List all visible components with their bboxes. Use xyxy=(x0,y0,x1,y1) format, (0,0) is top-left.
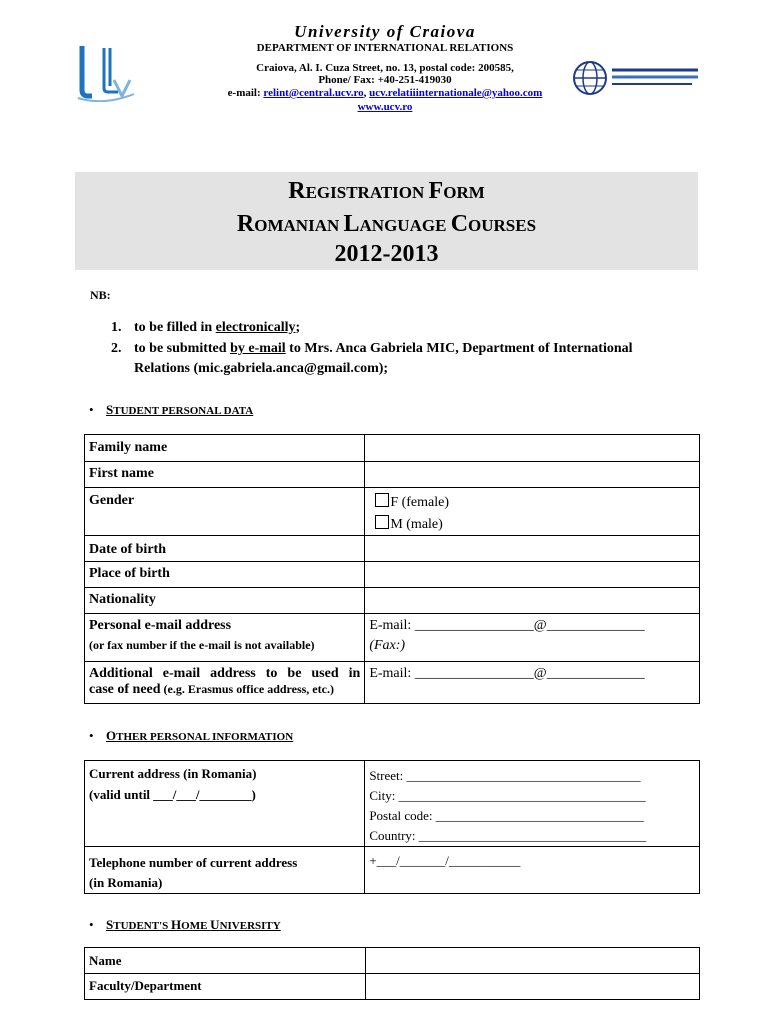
faculty-department-field[interactable] xyxy=(365,974,699,1000)
additional-email-field[interactable] xyxy=(365,662,700,704)
faculty-department-label: Faculty/Department xyxy=(85,974,366,1000)
country-field[interactable]: Country: ___________________________________ xyxy=(369,828,647,843)
gender-field xyxy=(365,488,700,536)
instruction-2-number: 2. xyxy=(111,341,122,356)
first-name-label: First name xyxy=(85,462,365,488)
fax-value: (Fax:) xyxy=(369,638,406,653)
personal-email-cell xyxy=(85,614,365,662)
form-title: REGISTRATION FORM xyxy=(288,178,485,204)
section-bullet: • xyxy=(89,402,94,417)
form-subtitle: ROMANIAN LANGUAGE COURSES xyxy=(236,211,537,237)
additional-email-note: (e.g. Erasmus office address, etc.) xyxy=(160,682,334,696)
additional-email-cell xyxy=(85,662,365,704)
additional-email-label-2: case of need xyxy=(89,682,161,697)
instruction-1-number: 1. xyxy=(111,320,122,335)
gender-label: Gender xyxy=(85,488,365,536)
section-other-personal-information: OTHER PERSONAL INFORMATION xyxy=(106,728,294,743)
instruction-2: to be submitted by e-mail to Mrs. Anca Gabriela MIC, Department of International xyxy=(134,341,633,356)
female-checkbox[interactable] xyxy=(375,493,389,507)
home-university-name-label: Name xyxy=(85,948,366,974)
street-field[interactable]: Street: ____________________________________ xyxy=(369,768,641,783)
form-year: 2012-2013 xyxy=(334,241,439,267)
postal-code-field[interactable]: Postal code: ________________________________ xyxy=(369,808,644,823)
current-address-label: Current address (in Romania) xyxy=(89,766,257,781)
nationality-field[interactable] xyxy=(365,588,700,614)
personal-email-note: (or fax number if the e-mail is not available) xyxy=(89,638,315,652)
section-students-home-university: STUDENT'S HOME UNIVERSITY xyxy=(106,917,281,932)
male-checkbox[interactable] xyxy=(375,515,389,529)
place-of-birth-label: Place of birth xyxy=(85,562,365,588)
telephone-field[interactable]: +___/_______/___________ xyxy=(365,847,700,894)
telephone-cell xyxy=(85,847,365,894)
family-name-field[interactable] xyxy=(365,435,700,462)
valid-until-label: (valid until ___/___/________) xyxy=(89,787,256,802)
international-relations-logo xyxy=(572,58,702,98)
current-address-cell xyxy=(85,761,365,847)
section-bullet-2: • xyxy=(89,728,94,743)
email-separator: , xyxy=(363,87,370,99)
department-address: Craiova, Al. I. Cuza Street, no. 13, postal code: 200585, xyxy=(256,62,514,74)
gender-female-option[interactable]: F (female) xyxy=(375,493,695,511)
email-link-yahoo[interactable]: ucv.relatiiinternationale@yahoo.com xyxy=(369,87,543,99)
place-of-birth-field[interactable] xyxy=(365,562,700,588)
date-of-birth-field[interactable] xyxy=(365,536,700,562)
instruction-1: to be filled in electronically; xyxy=(134,320,301,335)
nb-label: NB: xyxy=(90,288,111,302)
personal-email-field[interactable] xyxy=(365,614,700,662)
nationality-label: Nationality xyxy=(85,588,365,614)
city-field[interactable]: City: ______________________________________ xyxy=(369,788,646,803)
date-of-birth-label: Date of birth xyxy=(85,536,365,562)
home-university-table xyxy=(84,947,700,1000)
current-address-field[interactable] xyxy=(365,761,700,847)
personal-data-table xyxy=(84,434,700,704)
telephone-label-2: (in Romania) xyxy=(89,875,163,890)
additional-email-label: Additional e-mail address to be used in xyxy=(89,666,361,681)
home-university-name-field[interactable] xyxy=(365,948,699,974)
email-value: E-mail: _________________@______________ xyxy=(369,618,645,633)
section-bullet-3: • xyxy=(89,917,94,932)
family-name-label: Family name xyxy=(85,435,365,462)
instruction-2-line2: Relations (mic.gabriela.anca@gmail.com); xyxy=(134,361,389,376)
email-link-central[interactable]: relint@central.ucv.ro xyxy=(263,87,364,99)
gender-male-option[interactable]: M (male) xyxy=(375,515,695,533)
website-link[interactable]: www.ucv.ro xyxy=(357,101,413,113)
department-phone: Phone/ Fax: +40-251-419030 xyxy=(318,74,452,86)
section-student-personal-data: STUDENT PERSONAL DATA xyxy=(106,402,254,417)
email-prefix: e-mail: xyxy=(227,87,264,99)
department-name: DEPARTMENT OF INTERNATIONAL RELATIONS xyxy=(256,42,514,54)
personal-email-label: Personal e-mail address xyxy=(89,618,232,633)
telephone-label: Telephone number of current address xyxy=(89,855,298,870)
additional-email-value: E-mail: _________________@______________ xyxy=(369,666,645,681)
university-name: University of Craiova xyxy=(294,22,476,41)
other-info-table xyxy=(84,760,700,894)
first-name-field[interactable] xyxy=(365,462,700,488)
